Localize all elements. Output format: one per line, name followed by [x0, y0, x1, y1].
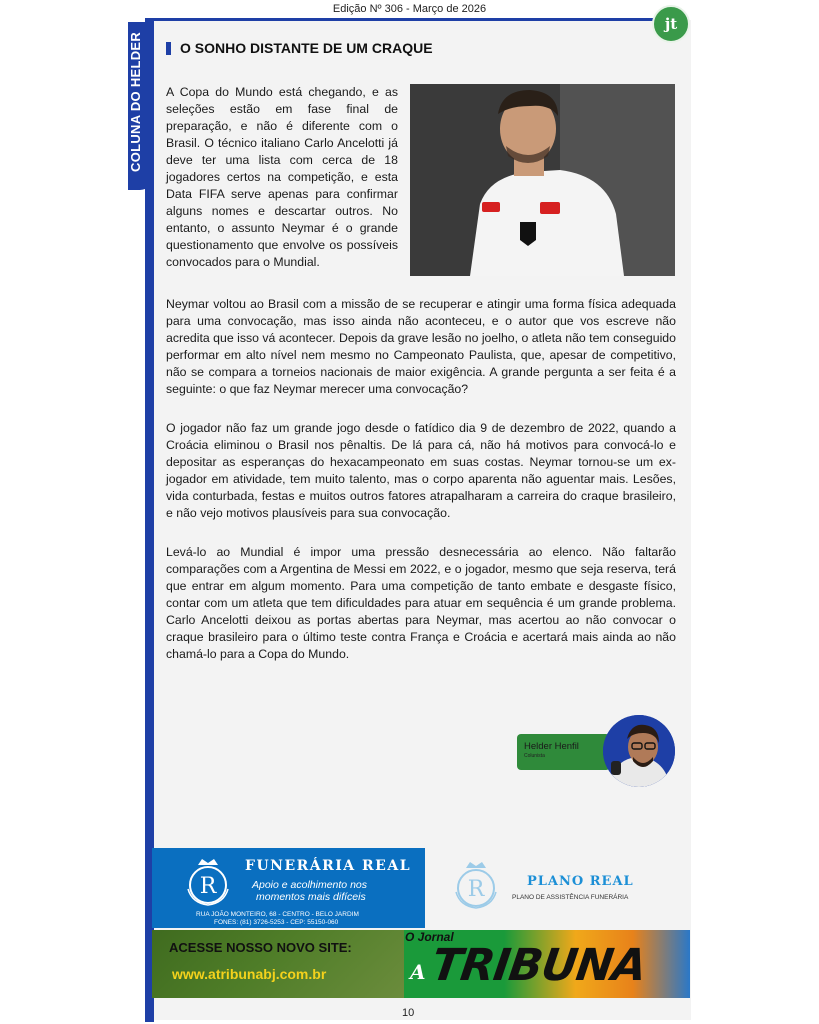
jornal-tribuna-logo: jt	[652, 5, 690, 43]
author-avatar	[603, 715, 675, 787]
tribuna-wordmark: TRIBUNA	[428, 940, 650, 991]
plano-real-subtitle: PLANO DE ASSISTÊNCIA FUNERÁRIA	[512, 894, 629, 901]
funeraria-logo-letter: R	[199, 874, 217, 899]
tribuna-o-jornal: O Jornal	[405, 930, 454, 944]
funeraria-tagline-1: Apoio e acolhimento nos	[252, 879, 367, 891]
article-paragraph-2: Neymar voltou ao Brasil com a missão de se recuperar e atingir uma forma física adequada para uma convocação, mas isso ainda não aconteceu, e o autor que vos escreve não acredita que isso vá acontecer. Depois da grave lesão no joelho, o atleta não tem conseguido performar em alto nível nem mesmo no Campeonato Paulista, que, apesar de competitivo, não se compara a torneios nacionais de maior exigência. A grande pergunta a ser feita é a seguinte: o que faz Neymar merecer uma convocação?	[166, 297, 676, 396]
author-name: Helder Henfil	[524, 741, 579, 752]
plano-real-crest-icon	[450, 858, 502, 910]
article-paragraph-3: O jogador não faz um grande jogo desde o fatídico dia 9 de dezembro de 2022, quando a Croácia eliminou o Brasil nos pênaltis. De lá para cá, não há motivos para convocá-lo e depositar as esperanças do hexacampeonato em suas costas. Neymar tornou-se um ex-jogador em atividade, tem muito talento, mas o corpo aparenta não aguentar mais. Lesões, vida conturbada, festas e muitos outros fatores atrapalharam a carreira do craque brasileiro, e não vejo motivos plausíveis para sua convocação.	[166, 421, 676, 520]
article-paragraph-4: Levá-lo ao Mundial é impor uma pressão desnecessária ao elenco. Não faltarão comparações com a Argentina de Messi em 2022, e o jogador, mesmo que seja reserva, terá que entrar em algum momento. Para uma competição de tanto embate e desgaste físico, contar com um atleta que tem dificuldades para atuar em sequência é um grande problema. Carlo Ancelotti deixou as portas abertas para Neymar, mas acertou ao não convocar o craque brasileiro para o último teste contra França e Croácia e acertará mais ainda ao não chamá-lo para a Copa do Mundo.	[166, 545, 676, 661]
author-role: Colunista	[524, 753, 545, 759]
tribuna-a: A	[410, 960, 426, 984]
edition-line: Edição Nº 306 - Março de 2026	[332, 3, 487, 15]
plano-real-title: PLANO REAL	[527, 874, 634, 889]
article-paragraph-1: A Copa do Mundo está chegando, e as seleções estão em fase final de preparação, e não é diferente com o Brasil. O técnico italiano Carlo Ancelotti já deve ter uma lista com cerca de 18 jogadores certos na competição, e esta Data FIFA serve apenas para confirmar alguns nomes e descartar outros. No entanto, o assunto Neymar é o grande questionamento que envolve os possíveis convocados para o Mundial.	[166, 85, 398, 269]
site-ad-heading: ACESSE NOSSO NOVO SITE:	[169, 940, 352, 955]
funeraria-crest-icon	[182, 855, 234, 907]
headline-marker	[166, 42, 171, 55]
funeraria-tagline-2: momentos mais difíceis	[256, 891, 366, 903]
author-avatar-illustration	[603, 715, 675, 787]
header-rule	[145, 18, 665, 21]
page-number: 10	[402, 1007, 415, 1019]
site-url-link[interactable]: www.atribunabj.com.br	[172, 966, 327, 982]
plano-logo-letter: R	[467, 877, 485, 902]
player-photo-illustration	[410, 84, 675, 276]
funeraria-address: RUA JOÃO MONTEIRO, 68 - CENTRO - BELO JARDIM	[196, 911, 359, 918]
funeraria-phones: FONES: (81) 3726-5253 - CEP: 55150-060	[214, 919, 339, 926]
player-photo	[410, 84, 675, 276]
article-title: O SONHO DISTANTE DE UM CRAQUE	[180, 40, 433, 56]
column-label: COLUNA DO HELDER	[128, 31, 143, 173]
funeraria-title: FUNERÁRIA REAL	[245, 858, 412, 874]
